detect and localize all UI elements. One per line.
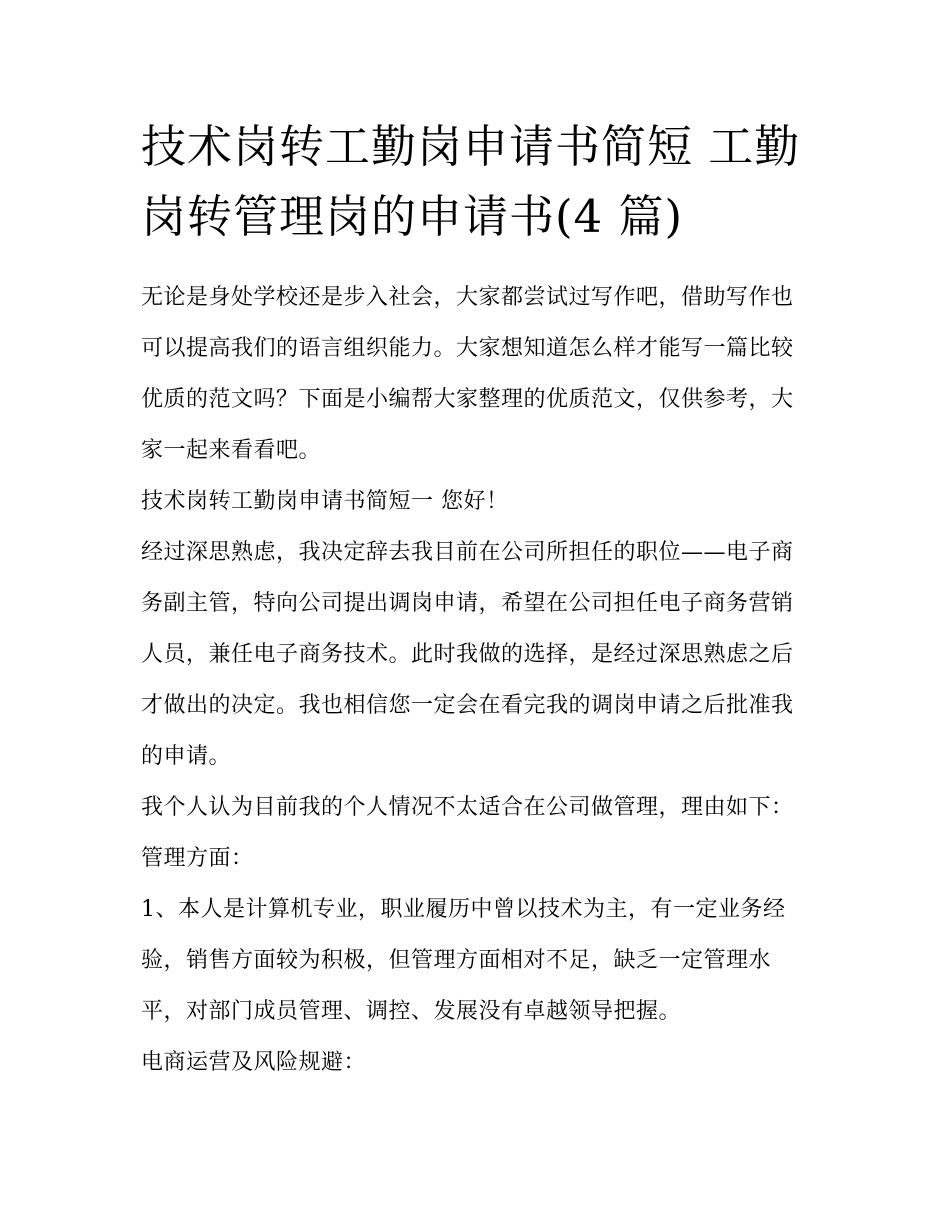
body-paragraph: 我个人认为目前我的个人情况不太适合在公司做管理，理由如下： 管理方面：	[141, 795, 794, 871]
body-paragraph: 经过深思熟虑，我决定辞去我目前在公司所担任的职位——电子商务副主管，特向公司提出调岗申请，希望在公司担任电子商务营销人员，兼任电子商务技术。此时我做的选择，是经过深思熟虑之后才做出的决定。我也相信您一定会在看完我的调岗申请之后批准我的申请。	[141, 540, 794, 769]
subheading: 电商运营及风险规避：	[141, 1050, 367, 1075]
section-heading-greeting: 技术岗转工勤岗申请书简短一 您好！	[141, 489, 509, 514]
intro-paragraph: 无论是身处学校还是步入社会，大家都尝试过写作吧，借助写作也可以提高我们的语言组织能力。大家想知道怎么样才能写一篇比较优质的范文吗？下面是小编帮大家整理的优质范文，仅供参考，大家一起来看看吧。	[141, 285, 794, 463]
list-item: 1、本人是计算机专业，职业履历中曾以技术为主，有一定业务经验，销售方面较为积极，但管理方面相对不足，缺乏一定管理水平，对部门成员管理、调控、发展没有卓越领导把握。	[141, 897, 786, 1024]
document-body	[141, 112, 811, 1088]
document-title: 技术岗转工勤岗申请书简短 工勤岗转管理岗的申请书(4 篇)	[141, 120, 801, 243]
